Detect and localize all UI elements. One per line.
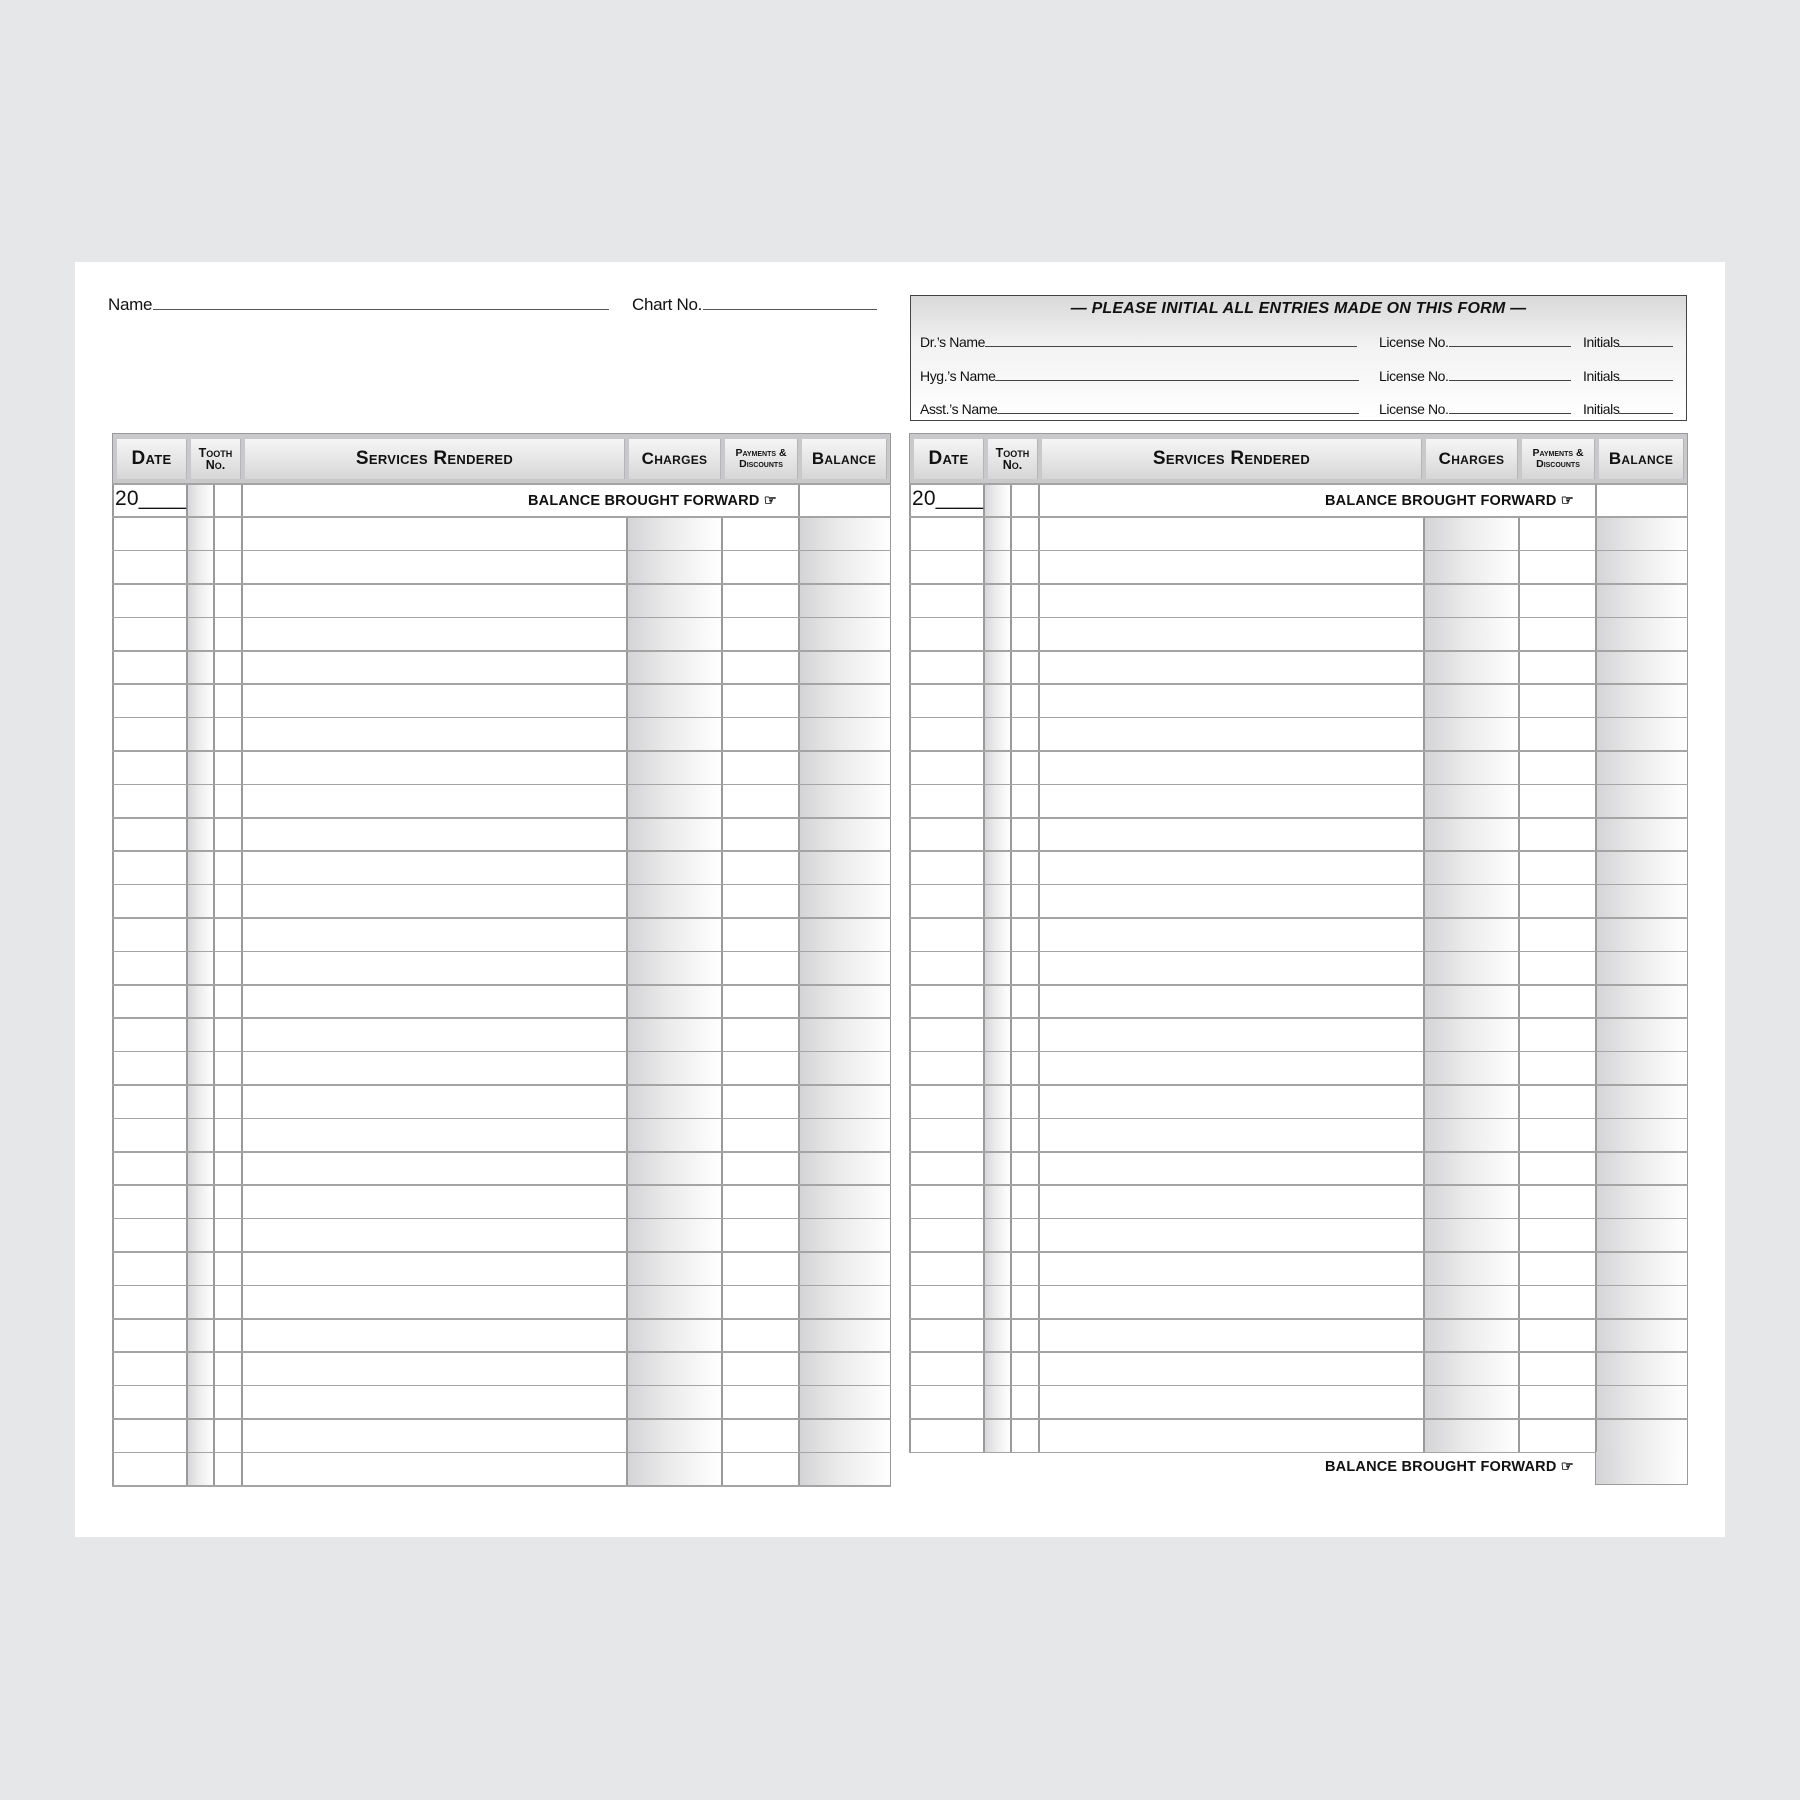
table-row[interactable] [112, 1318, 891, 1351]
table-row[interactable] [112, 583, 891, 616]
table-row[interactable] [112, 550, 891, 583]
table-row[interactable] [112, 850, 891, 883]
table-row[interactable] [112, 1017, 891, 1050]
patient-name-field[interactable] [108, 295, 609, 315]
table-row[interactable] [112, 1051, 891, 1084]
table-row[interactable] [909, 917, 1688, 950]
table-row[interactable] [112, 984, 891, 1017]
patient-name-line [153, 307, 609, 310]
initials-box [910, 295, 1687, 421]
table-row[interactable] [909, 1151, 1688, 1184]
ledger-right-header [909, 433, 1688, 484]
table-row[interactable] [909, 1218, 1688, 1251]
balance-header: Balance [802, 439, 887, 479]
date-header: Date [117, 439, 187, 479]
balance-header: Balance [1599, 439, 1684, 479]
hygienist-license-label: License No. [1379, 368, 1449, 384]
balance-forward-bottom: BALANCE BROUGHT FORWARD ☞ [1325, 1459, 1574, 1475]
table-row[interactable] [909, 1084, 1688, 1117]
doctor-initials-label: Initials [1583, 334, 1620, 350]
table-row[interactable] [909, 1418, 1688, 1451]
table-row[interactable] [112, 951, 891, 984]
payments-header: Payments & Discounts [1522, 439, 1595, 479]
table-row[interactable] [112, 650, 891, 683]
table-row[interactable] [112, 717, 891, 750]
patient-name-label: Name [108, 295, 153, 314]
tooth-header: Tooth No. [988, 439, 1038, 479]
table-row[interactable] [112, 750, 891, 783]
table-row[interactable] [112, 884, 891, 917]
charges-header: Charges [629, 439, 721, 479]
row-rule [909, 1452, 1688, 1454]
table-row[interactable] [112, 1452, 891, 1485]
tooth-header: Tooth No. [191, 439, 241, 479]
table-row[interactable] [909, 683, 1688, 716]
table-row[interactable] [909, 1385, 1688, 1418]
chart-number-label: Chart No. [632, 295, 703, 314]
hygienist-name-label: Hyg.’s Name [920, 368, 996, 384]
table-row[interactable] [909, 1184, 1688, 1217]
assistant-name-label: Asst.’s Name [920, 401, 998, 417]
initials-title: — PLEASE INITIAL ALL ENTRIES MADE ON THIS FORM — [1070, 300, 1527, 317]
table-row[interactable] [909, 1118, 1688, 1151]
table-row[interactable] [112, 617, 891, 650]
table-row[interactable] [112, 1285, 891, 1318]
table-row[interactable] [909, 784, 1688, 817]
services-header: Services Rendered [245, 439, 625, 479]
balance-forward-left: BALANCE BROUGHT FORWARD ☞ [528, 493, 777, 509]
table-row[interactable] [909, 1251, 1688, 1284]
hygienist-initials-label: Initials [1583, 368, 1620, 384]
table-row[interactable] [909, 850, 1688, 883]
table-row[interactable] [112, 1385, 891, 1418]
table-row[interactable] [112, 683, 891, 716]
charges-header: Charges [1426, 439, 1518, 479]
table-row[interactable] [909, 1351, 1688, 1384]
table-row[interactable] [112, 1418, 891, 1451]
table-row[interactable] [909, 717, 1688, 750]
payments-header: Payments & Discounts [725, 439, 798, 479]
year-prefix-right: 20____ [912, 487, 984, 510]
table-row[interactable] [909, 750, 1688, 783]
table-row[interactable] [909, 884, 1688, 917]
table-row[interactable] [112, 1251, 891, 1284]
table-row[interactable] [909, 1285, 1688, 1318]
table-row[interactable] [909, 516, 1688, 549]
assistant-license-label: License No. [1379, 401, 1449, 417]
table-row[interactable] [112, 1351, 891, 1384]
doctor-name-label: Dr.’s Name [920, 334, 985, 350]
services-header: Services Rendered [1042, 439, 1422, 479]
table-row[interactable] [909, 650, 1688, 683]
ledger-left-header [112, 433, 891, 484]
table-row[interactable] [909, 1051, 1688, 1084]
table-row[interactable] [112, 1118, 891, 1151]
doctor-license-label: License No. [1379, 334, 1449, 350]
table-row[interactable] [112, 1184, 891, 1217]
date-header: Date [914, 439, 984, 479]
table-row[interactable] [112, 817, 891, 850]
final-balance-cell[interactable] [1595, 1452, 1688, 1485]
ledger-right [909, 433, 1688, 1485]
table-row[interactable] [909, 984, 1688, 1017]
ledger-left [112, 433, 891, 1485]
balance-forward-right: BALANCE BROUGHT FORWARD ☞ [1325, 493, 1574, 509]
table-row[interactable] [112, 1151, 891, 1184]
table-row[interactable] [112, 1084, 891, 1117]
table-row[interactable] [112, 516, 891, 549]
assistant-initials-label: Initials [1583, 401, 1620, 417]
year-prefix-left: 20____ [115, 487, 187, 510]
table-row[interactable] [112, 1218, 891, 1251]
table-row[interactable] [909, 583, 1688, 616]
table-row[interactable] [909, 617, 1688, 650]
table-row[interactable] [909, 550, 1688, 583]
table-row[interactable] [909, 951, 1688, 984]
table-row[interactable] [112, 784, 891, 817]
table-row[interactable] [909, 1318, 1688, 1351]
row-rule [112, 1485, 891, 1487]
chart-number-field[interactable] [632, 295, 877, 315]
chart-number-line [703, 307, 877, 310]
table-row[interactable] [112, 917, 891, 950]
table-row[interactable] [909, 817, 1688, 850]
ledger-right-grid[interactable] [909, 483, 1688, 1485]
table-row[interactable] [909, 1017, 1688, 1050]
ledger-left-grid[interactable] [112, 483, 891, 1485]
